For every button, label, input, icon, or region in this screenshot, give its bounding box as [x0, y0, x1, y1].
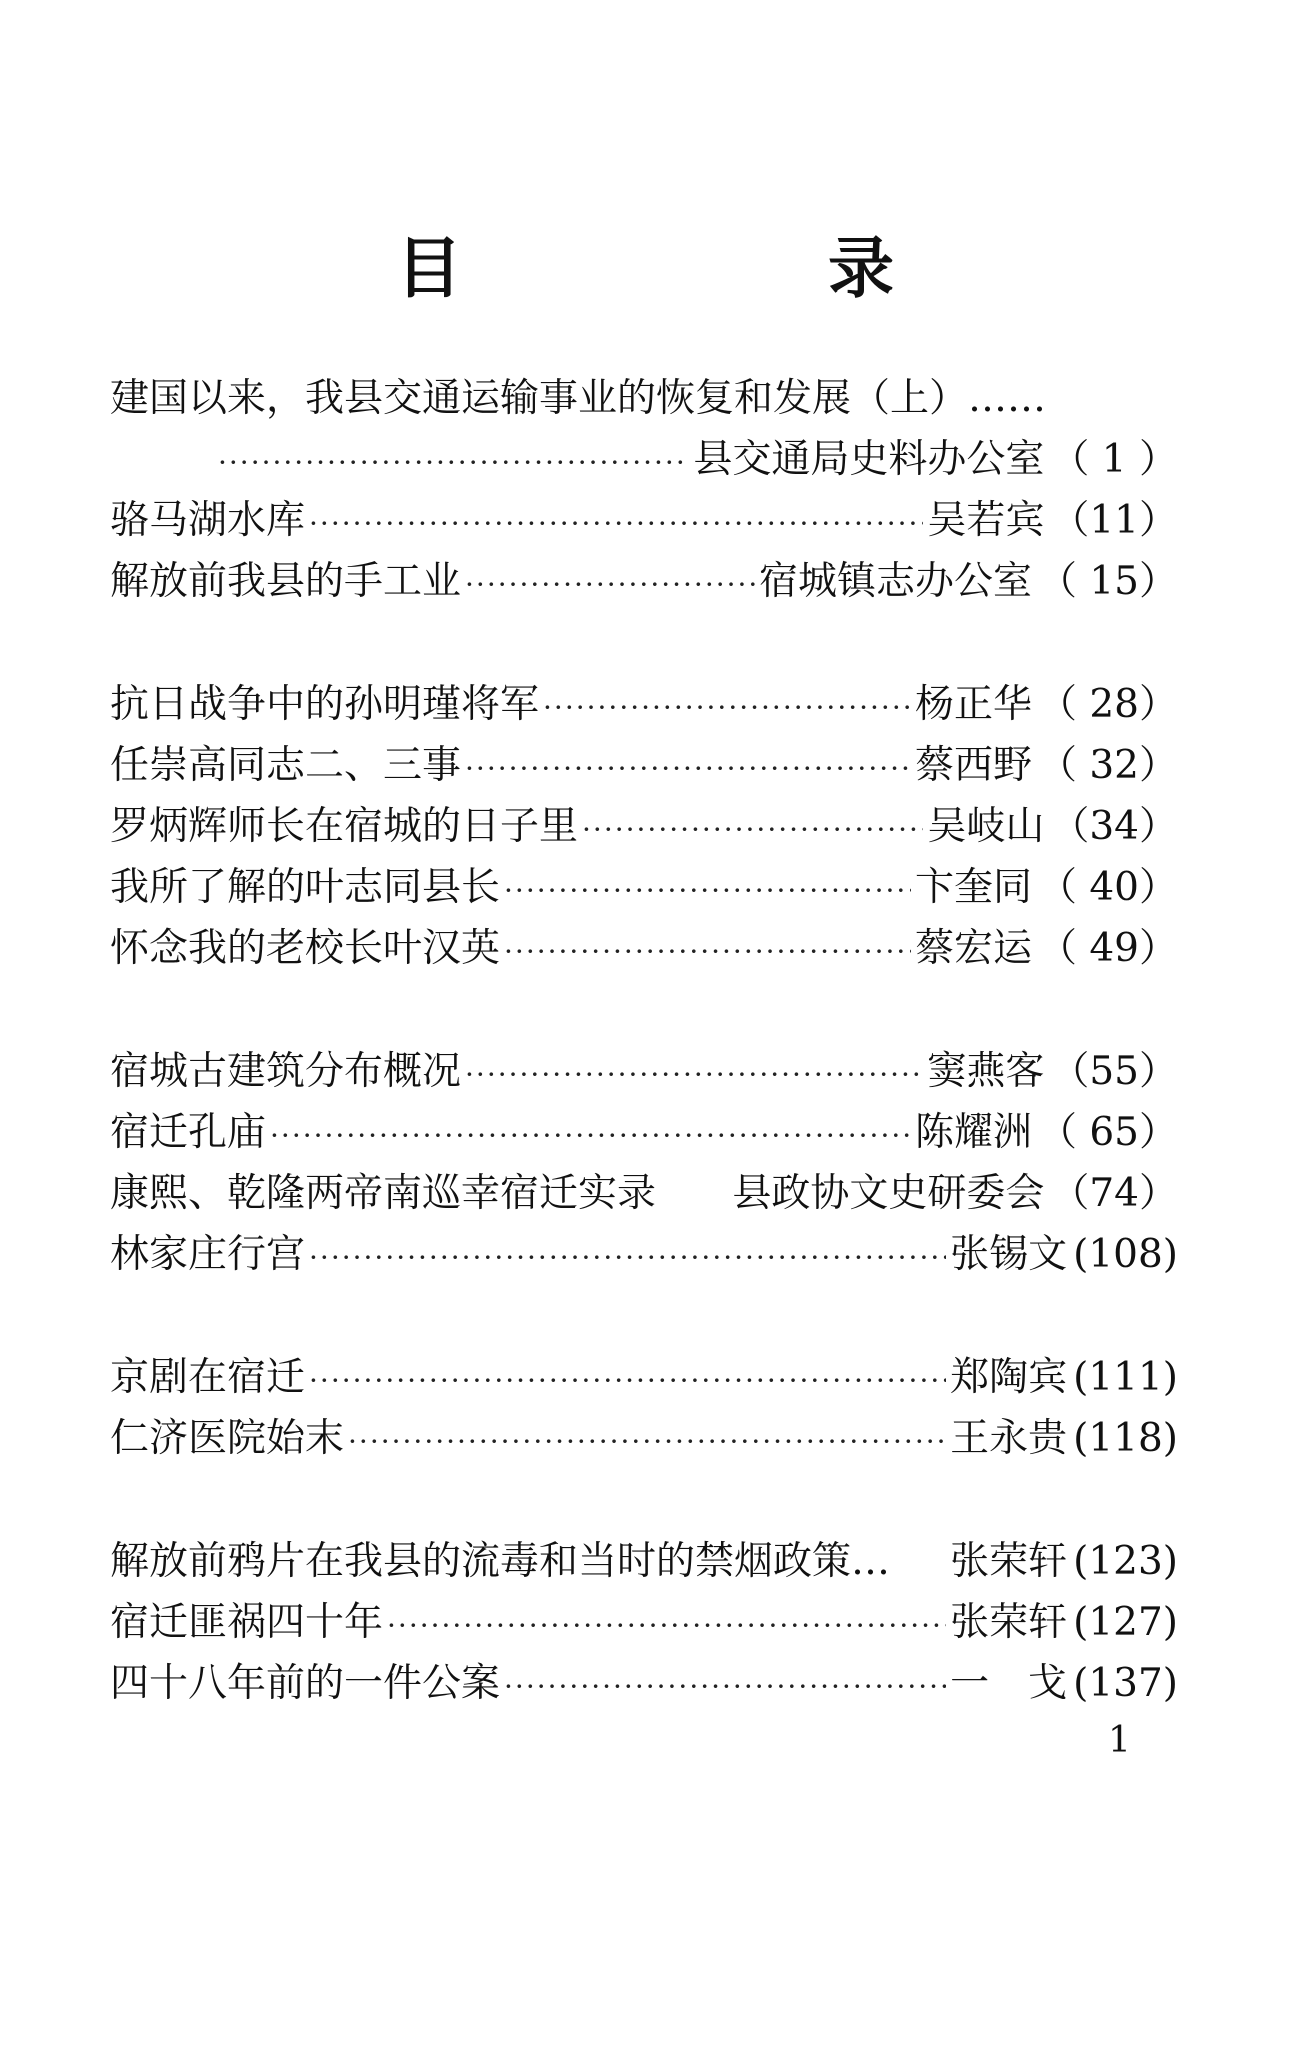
entry-author: 张锡文 — [950, 1232, 1068, 1277]
entry-title: 解放前鸦片在我县的流毒和当时的禁烟政策… — [110, 1539, 891, 1584]
toc-entry[interactable] — [110, 1102, 1178, 1163]
entry-author: 张荣轩 — [950, 1600, 1068, 1645]
group-spacer — [110, 1285, 1178, 1347]
leader-dots — [309, 493, 923, 554]
entry-title: 宿城古建筑分布概况 — [110, 1049, 462, 1094]
leader-dots — [309, 1350, 946, 1411]
entry-title: 林家庄行宫 — [110, 1232, 306, 1277]
entry-title: 仁济医院始末 — [110, 1416, 345, 1461]
leader-dots — [504, 921, 911, 982]
page-number: 1 — [1108, 1720, 1131, 1761]
entry-author: 吴岐山 — [927, 804, 1045, 849]
entry-title: 康熙、乾隆两帝南巡幸宿迁实录 — [110, 1171, 657, 1216]
entry-title: 解放前我县的手工业 — [110, 559, 462, 604]
entry-title: 罗炳辉师长在宿城的日子里 — [110, 804, 579, 849]
toc-entry[interactable] — [110, 490, 1178, 551]
leader-dots — [504, 860, 911, 921]
entry-author: 蔡西野 — [914, 743, 1032, 788]
entry-page: （ 40） — [1037, 865, 1178, 910]
entry-title: 京剧在宿迁 — [110, 1355, 306, 1400]
entry-page: （55） — [1050, 1049, 1178, 1094]
entry-author: 宿城镇志办公室 — [758, 559, 1032, 604]
entry-author: 县政协文史研委会 — [732, 1171, 1045, 1216]
entry-page: (108) — [1073, 1232, 1178, 1277]
entry-page: (127) — [1073, 1600, 1178, 1645]
entry-author: 一 戈 — [950, 1661, 1068, 1706]
entry-author: 窦燕客 — [927, 1049, 1045, 1094]
entry-page: (111) — [1073, 1355, 1178, 1400]
entry-title: 我所了解的叶志同县长 — [110, 865, 501, 910]
entry-page: （34） — [1050, 804, 1178, 849]
leader-dots — [582, 799, 923, 860]
toc-entry[interactable] — [110, 918, 1178, 979]
entry-author: 县交通局史料办公室 — [693, 437, 1045, 482]
entry-author: 陈耀洲 — [914, 1110, 1032, 1155]
leader-dots — [387, 1595, 946, 1656]
toc-entry[interactable] — [110, 551, 1178, 612]
toc-entry[interactable] — [110, 1531, 1178, 1592]
toc-entry[interactable] — [110, 735, 1178, 796]
entry-page: （ 15） — [1037, 559, 1178, 604]
entry-author: 郑陶宾 — [950, 1355, 1068, 1400]
toc-entry[interactable] — [110, 1347, 1178, 1408]
leader-dots — [465, 554, 755, 615]
entry-page: （74） — [1050, 1171, 1178, 1216]
entry-title: 任崇高同志二、三事 — [110, 743, 462, 788]
entry-page: （ 28） — [1037, 682, 1178, 727]
entry-page: （ 1 ） — [1050, 437, 1178, 482]
entry-author: 吴若宾 — [927, 498, 1045, 543]
entry-title: 怀念我的老校长叶汉英 — [110, 926, 501, 971]
entry-title: 骆马湖水库 — [110, 498, 306, 543]
entry-author: 蔡宏运 — [914, 926, 1032, 971]
entry-page: (118) — [1073, 1416, 1178, 1461]
leader-dots — [465, 1044, 923, 1105]
toc-entry[interactable] — [110, 1041, 1178, 1102]
toc-entry[interactable] — [110, 429, 1178, 490]
page-title: 目 录 — [396, 229, 1044, 307]
toc-entry[interactable] — [110, 1163, 1178, 1224]
entry-page: （ 32） — [1037, 743, 1178, 788]
entry-title: 四十八年前的一件公案 — [110, 1661, 501, 1706]
leader-dots — [218, 432, 689, 493]
toc-entry[interactable] — [110, 1592, 1178, 1653]
entry-title: 建国以来，我县交通运输事业的恢复和发展（上）…… — [110, 376, 1047, 421]
toc-entry[interactable] — [110, 857, 1178, 918]
entry-page: （ 49） — [1037, 926, 1178, 971]
leader-dots — [543, 677, 911, 738]
leader-dots — [309, 1227, 946, 1288]
leader-dots — [270, 1105, 911, 1166]
entry-author: 张荣轩 — [950, 1539, 1068, 1584]
entry-title: 宿迁匪祸四十年 — [110, 1600, 384, 1645]
toc-entry[interactable] — [110, 1653, 1178, 1714]
entry-page: (123) — [1073, 1539, 1178, 1584]
leader-dots — [465, 738, 911, 799]
entry-page: （11） — [1050, 498, 1178, 543]
toc-entry[interactable] — [110, 368, 1178, 429]
entry-author: 卞奎同 — [914, 865, 1032, 910]
entry-page: (137) — [1073, 1661, 1178, 1706]
group-spacer — [110, 612, 1178, 674]
group-spacer — [110, 979, 1178, 1041]
group-spacer — [110, 1469, 1178, 1531]
leader-dots — [504, 1656, 946, 1717]
entry-author: 杨正华 — [914, 682, 1032, 727]
toc-entry[interactable] — [110, 674, 1178, 735]
toc-entry[interactable] — [110, 1224, 1178, 1285]
toc-entry[interactable] — [110, 1408, 1178, 1469]
table-of-contents — [110, 368, 1178, 1714]
entry-title: 抗日战争中的孙明瑾将军 — [110, 682, 540, 727]
leader-dots — [348, 1411, 946, 1472]
entry-title: 宿迁孔庙 — [110, 1110, 267, 1155]
entry-author: 王永贵 — [950, 1416, 1068, 1461]
toc-entry[interactable] — [110, 796, 1178, 857]
entry-page: （ 65） — [1037, 1110, 1178, 1155]
